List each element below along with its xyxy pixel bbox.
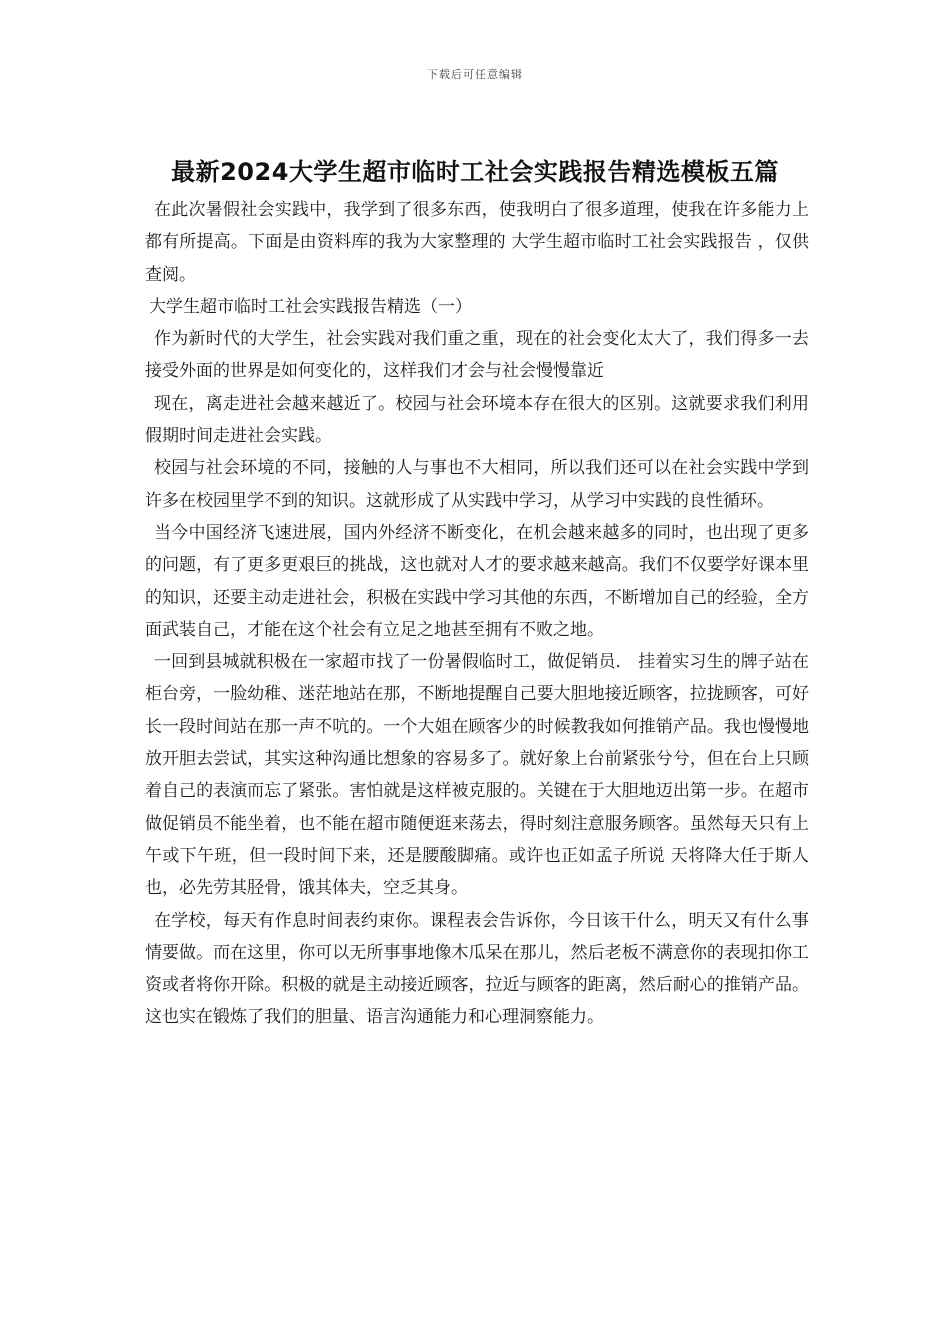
page-header: 下载后可任意编辑 [427,68,523,81]
paragraph: 校园与社会环境的不同，接触的人与事也不大相同，所以我们还可以在社会实践中学到许多在校园里学不到的知识。这就形成了从实践中学习，从学习中实践的良性循环。 [145,458,809,511]
paragraph: 作为新时代的大学生，社会实践对我们重之重，现在的社会变化太大了，我们得多一去接受外面的世界是如何变化的，这样我们才会与社会慢慢靠近 [145,329,809,382]
paragraph: 在学校，每天有作息时间表约束你。课程表会告诉你，今日该干什么，明天又有什么事情要做。而在这里，你可以无所事事地像木瓜呆在那儿，然后老板不满意你的表现扣你工资或者将你开除。积极的就是主动接近顾客，拉近与顾客的距离，然后耐心的推销产品。这也实在锻炼了我们的胆量、语言沟通能力和心理洞察能力。 [145,910,809,1028]
paragraph-intro: 在此次暑假社会实践中，我学到了很多东西，使我明白了很多道理，使我在许多能力上都有所提高。下面是由资料库的我为大家整理的 大学生超市临时工社会实践报告 ，仅供查阅。 [145,200,809,285]
paragraph: 一回到县城就积极在一家超市找了一份暑假临时工，做促销员． 挂着实习生的牌子站在柜台旁，一脸幼稚、迷茫地站在那，不断地提醒自己要大胆地接近顾客，拉拢顾客，可好长一段时间站在那一声不吭的。一个大姐在顾客少的时候教我如何推销产品。我也慢慢地放开胆去尝试，其实这种沟通比想象的容易多了。就好象上台前紧张兮兮，但在台上只顾着自己的表演而忘了紧张。害怕就是这样被克服的。关键在于大胆地迈出第一步。在超市做促销员不能坐着，也不能在超市随便逛来荡去，得时刻注意服务顾客。虽然每天只有上午或下午班，但一段时间下来，还是腰酸脚痛。或许也正如孟子所说 天将降大任于斯人也，必先劳其胫骨，饿其体夫，空乏其身。 [145,652,809,899]
paragraph: 当今中国经济飞速进展，国内外经济不断变化，在机会越来越多的同时，也出现了更多的问题，有了更多更艰巨的挑战，这也就对人才的要求越来越高。我们不仅要学好课本里的知识，还要主动走进社会，积极在实践中学习其他的东西，不断增加自己的经验，全方面武装自己，才能在这个社会有立足之地甚至拥有不败之地。 [145,522,809,640]
section-heading: 大学生超市临时工社会实践报告精选（一） [149,296,472,317]
document-title: 最新2024大学生超市临时工社会实践报告精选模板五篇 [171,158,779,186]
document-body [145,194,809,1034]
paragraph: 现在，离走进社会越来越近了。校园与社会环境本存在很大的区别。这就要求我们利用假期时间走进社会实践。 [145,393,809,447]
